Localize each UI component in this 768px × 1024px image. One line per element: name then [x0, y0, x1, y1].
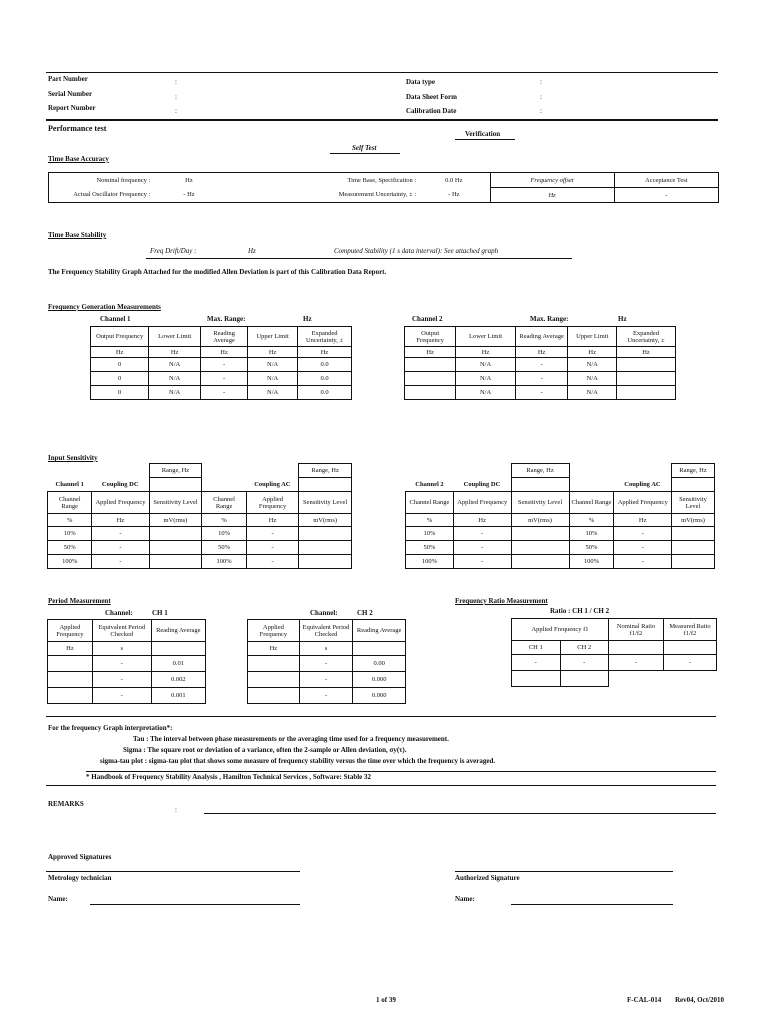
- table-cell: 0.0: [298, 358, 352, 372]
- table-cell: N/A: [568, 358, 617, 372]
- frequency-offset-unit: Hz: [490, 188, 614, 203]
- table-cell: -: [92, 555, 149, 569]
- name-label-left: Name:: [48, 895, 68, 903]
- table-cell: -: [200, 372, 247, 386]
- unit-cell: Hz: [200, 347, 247, 358]
- table-cell: 50%: [48, 541, 92, 555]
- empty-cell: [671, 478, 714, 492]
- unit-cell: mV(rms): [511, 514, 569, 527]
- unit-cell: Hz: [298, 347, 352, 358]
- unit-cell: [151, 642, 205, 656]
- calibration-date-label: Calibration Date: [406, 107, 457, 115]
- table-cell: [248, 656, 300, 672]
- table-cell: [248, 688, 300, 704]
- freq-gen-table-ch2: [404, 326, 676, 400]
- unit-cell: Hz: [453, 514, 511, 527]
- unit-cell: %: [406, 514, 454, 527]
- table-cell: -: [560, 655, 609, 671]
- remarks-label: REMARKS: [48, 800, 84, 808]
- applied-frequency-header: Applied Frequency: [614, 492, 672, 514]
- table-cell: 10%: [406, 527, 454, 541]
- self-test-label: Self Test: [352, 144, 377, 152]
- period-ch1-label: Channel:: [105, 609, 133, 617]
- unit-cell: mV(rms): [299, 514, 352, 527]
- expanded-uncertainty-header: Expanded Uncertainty, ±: [298, 327, 352, 347]
- empty-cell: [609, 641, 664, 655]
- table-cell: [299, 527, 352, 541]
- ch2-subheader: CH 2: [560, 641, 609, 655]
- nominal-frequency-label: Nominal frequency :: [49, 173, 153, 188]
- table-cell: 100%: [202, 555, 247, 569]
- table-cell: N/A: [456, 386, 516, 400]
- range-header: Range, Hz: [671, 464, 714, 478]
- ch2-max-range-unit: Hz: [618, 315, 627, 323]
- table-cell: -: [92, 541, 149, 555]
- unit-cell: Hz: [248, 642, 300, 656]
- table-cell: 0: [91, 372, 149, 386]
- period-table-ch1: [47, 619, 206, 704]
- empty-cell: [299, 478, 352, 492]
- empty-cell: [664, 641, 717, 655]
- output-frequency-header: Output Frequency: [91, 327, 149, 347]
- table-cell: 100%: [406, 555, 454, 569]
- actual-oscillator-unit: - Hz: [152, 188, 225, 203]
- unit-cell: Hz: [91, 347, 149, 358]
- channel-range-header: Channel Range: [406, 492, 454, 514]
- actual-oscillator-label: Actual Oscillator Frequency :: [49, 188, 153, 203]
- acceptance-test-value: -: [614, 188, 718, 203]
- ch1-subheader: CH 1: [512, 641, 561, 655]
- data-type-colon: :: [540, 78, 542, 86]
- graph-interpretation-title: For the frequency Graph interpretation*:: [48, 724, 173, 732]
- table-cell: 50%: [202, 541, 247, 555]
- serial-number-colon: :: [175, 93, 177, 101]
- applied-frequency-header: Applied Frequency: [246, 492, 298, 514]
- expanded-uncertainty-header: Expanded Uncertainty, ±: [616, 327, 675, 347]
- table-cell: -: [453, 527, 511, 541]
- table-cell: 0: [91, 358, 149, 372]
- reading-average-header: Reading Average: [515, 327, 568, 347]
- table-cell: [149, 541, 202, 555]
- frequency-generation-title: Frequency Generation Measurements: [48, 303, 161, 311]
- unit-cell: Hz: [456, 347, 516, 358]
- table-cell: 10%: [48, 527, 92, 541]
- equivalent-period-header: Equivalent Period Checked: [92, 620, 151, 642]
- authorized-signature-label: Authorized Signature: [455, 874, 520, 882]
- part-number-colon: :: [175, 78, 177, 86]
- computed-stability-text: Computed Stability (1 s data interval): See attached graph: [334, 247, 499, 255]
- unit-cell: Hz: [248, 347, 298, 358]
- table-cell: N/A: [248, 386, 298, 400]
- table-cell: N/A: [149, 372, 201, 386]
- table-cell: [405, 358, 456, 372]
- empty-cell: [512, 671, 561, 687]
- name-line-right: [511, 904, 673, 905]
- measurement-uncertainty-value: - Hz: [418, 188, 490, 203]
- data-sheet-form-label: Data Sheet Form: [406, 93, 457, 101]
- sigma-tau-definition: sigma-tau plot : sigma-tau plot that shows some measure of frequency stability versus the time over which the frequency is averaged.: [100, 757, 496, 765]
- table-cell: [511, 555, 569, 569]
- unit-cell: Hz: [48, 642, 93, 656]
- equivalent-period-header: Equivalent Period Checked: [299, 620, 353, 642]
- table-cell: 0.000: [353, 688, 406, 704]
- upper-limit-header: Upper Limit: [248, 327, 298, 347]
- signature-line: [455, 871, 673, 872]
- table-cell: N/A: [248, 372, 298, 386]
- part-number-label: Part Number: [48, 75, 88, 83]
- ch1-max-range-label: Max. Range:: [207, 315, 246, 323]
- table-cell: -: [246, 555, 298, 569]
- metrology-technician-label: Metrology technician: [48, 874, 112, 882]
- table-cell: 100%: [48, 555, 92, 569]
- frequency-offset-label: Frequency offset: [490, 173, 614, 188]
- report-number-colon: :: [175, 107, 177, 115]
- sigma-definition: Sigma : The square root or deviation of a variance, often the 2-sample or Allen deviation, σy(τ).: [123, 746, 407, 754]
- remarks-colon: :: [175, 806, 177, 814]
- unit-cell: Hz: [92, 514, 149, 527]
- sensitivity-level-header: Sensitivity Level: [149, 492, 202, 514]
- unit-cell: Hz: [616, 347, 675, 358]
- performance-test-title: Performance test: [48, 124, 107, 133]
- freq-drift-unit: Hz: [248, 247, 256, 255]
- input-sensitivity-table-ch2: [405, 463, 715, 569]
- freq-gen-table-ch1: [90, 326, 352, 400]
- data-sheet-form-colon: :: [540, 93, 542, 101]
- coupling-dc-label: Coupling DC: [463, 480, 501, 488]
- table-cell: 100%: [569, 555, 614, 569]
- table-cell: [248, 672, 300, 688]
- applied-frequency-header: Applied Frequency: [92, 492, 149, 514]
- channel-range-header: Channel Range: [48, 492, 92, 514]
- table-cell: N/A: [568, 386, 617, 400]
- table-cell: -: [614, 541, 672, 555]
- period-ch2-value: CH 2: [357, 609, 373, 617]
- unit-cell: mV(rms): [671, 514, 714, 527]
- table-cell: -: [200, 386, 247, 400]
- table-cell: [48, 656, 93, 672]
- range-header: Range, Hz: [149, 464, 202, 478]
- reading-average-header: Reading Average: [353, 620, 406, 642]
- page-number: 1 of 39: [376, 996, 396, 1004]
- table-cell: 0.002: [151, 672, 205, 688]
- table-cell: [405, 372, 456, 386]
- data-type-label: Data type: [406, 78, 435, 86]
- measurement-uncertainty-label: Measurement Uncertainty, ± :: [226, 188, 418, 203]
- lower-limit-header: Lower Limit: [456, 327, 516, 347]
- unit-cell: %: [569, 514, 614, 527]
- period-ch1-value: CH 1: [152, 609, 168, 617]
- empty-cell: [149, 478, 202, 492]
- signature-line: [46, 871, 300, 872]
- lower-limit-header: Lower Limit: [149, 327, 201, 347]
- table-cell: -: [200, 358, 247, 372]
- table-cell: -: [92, 672, 151, 688]
- unit-cell: s: [299, 642, 353, 656]
- period-table-ch2: [247, 619, 406, 704]
- table-cell: [671, 541, 714, 555]
- table-cell: [671, 555, 714, 569]
- empty-cell: [511, 478, 569, 492]
- table-cell: 0.01: [151, 656, 205, 672]
- channel-1-label: Channel 1: [55, 480, 84, 488]
- table-cell: N/A: [456, 372, 516, 386]
- acceptance-test-label: Acceptance Test: [614, 173, 718, 188]
- period-measurement-title: Period Measurement: [48, 597, 111, 605]
- unit-cell: Hz: [568, 347, 617, 358]
- serial-number-label: Serial Number: [48, 90, 93, 98]
- table-cell: [671, 527, 714, 541]
- table-cell: 50%: [569, 541, 614, 555]
- range-header: Range, Hz: [511, 464, 569, 478]
- table-cell: 0.001: [151, 688, 205, 704]
- table-cell: -: [92, 527, 149, 541]
- table-cell: [405, 386, 456, 400]
- table-cell: 10%: [569, 527, 614, 541]
- time-base-accuracy-title: Time Base Accuracy: [48, 155, 109, 163]
- unit-cell: Hz: [246, 514, 298, 527]
- table-cell: [616, 358, 675, 372]
- table-cell: 0.000: [353, 672, 406, 688]
- channel-1-label: Channel 1: [100, 315, 131, 323]
- time-base-stability-title: Time Base Stability: [48, 231, 107, 239]
- reading-average-header: Reading Average: [200, 327, 247, 347]
- name-label-right: Name:: [455, 895, 475, 903]
- tau-definition: Tau : The interval between phase measurements or the averaging time used for a frequency measurement.: [133, 735, 449, 743]
- table-cell: [299, 541, 352, 555]
- coupling-ac-label: Coupling AC: [624, 480, 661, 488]
- table-cell: 10%: [202, 527, 247, 541]
- channel-2-label: Channel 2: [412, 315, 443, 323]
- unit-cell: Hz: [149, 347, 201, 358]
- table-cell: 0: [91, 386, 149, 400]
- frequency-ratio-title: Frequency Ratio Measurement: [455, 597, 548, 605]
- table-cell: N/A: [248, 358, 298, 372]
- ch2-max-range-label: Max. Range:: [530, 315, 569, 323]
- table-cell: N/A: [456, 358, 516, 372]
- reading-average-header: Reading Average: [151, 620, 205, 642]
- unit-cell: Hz: [515, 347, 568, 358]
- table-cell: [149, 527, 202, 541]
- ratio-label: Ratio : CH 1 / CH 2: [550, 607, 610, 615]
- table-cell: [48, 672, 93, 688]
- table-cell: 0.0: [298, 386, 352, 400]
- table-cell: -: [664, 655, 717, 671]
- channel-range-header: Channel Range: [569, 492, 614, 514]
- table-cell: -: [515, 372, 568, 386]
- table-cell: [48, 688, 93, 704]
- table-cell: -: [299, 656, 353, 672]
- channel-range-header: Channel Range: [202, 492, 247, 514]
- output-frequency-header: Output Frequency: [405, 327, 456, 347]
- remarks-line: [204, 813, 716, 814]
- table-cell: [511, 541, 569, 555]
- applied-frequency-header: Applied Frequency: [248, 620, 300, 642]
- input-sensitivity-title: Input Sensitivity: [48, 454, 98, 462]
- table-cell: -: [609, 655, 664, 671]
- measured-ratio-header: Measured Ratio f1/f2: [664, 619, 717, 641]
- sensitivity-level-header: Sensitivity Level: [511, 492, 569, 514]
- unit-cell: mV(rms): [149, 514, 202, 527]
- applied-frequency-header: Applied Frequency: [48, 620, 93, 642]
- verification-label: Verification: [465, 130, 501, 138]
- time-base-accuracy-table: [48, 172, 719, 203]
- time-base-spec-label: Time Base, Specification :: [226, 173, 418, 188]
- period-ch2-label: Channel:: [310, 609, 338, 617]
- table-cell: N/A: [149, 358, 201, 372]
- table-cell: [299, 555, 352, 569]
- sensitivity-level-header: Sensitivity Level: [299, 492, 352, 514]
- unit-cell: s: [92, 642, 151, 656]
- table-cell: N/A: [568, 372, 617, 386]
- table-cell: -: [92, 688, 151, 704]
- table-cell: -: [614, 527, 672, 541]
- channel-2-label: Channel 2: [415, 480, 444, 488]
- nominal-ratio-header: Nominal Ratio f1/f2: [609, 619, 664, 641]
- table-cell: 50%: [406, 541, 454, 555]
- unit-cell: [353, 642, 406, 656]
- stability-graph-note: The Frequency Stability Graph Attached for the modified Allen Deviation is part of this Calibration Data Report.: [48, 268, 387, 276]
- input-sensitivity-table-ch1: [47, 463, 352, 569]
- table-cell: -: [512, 655, 561, 671]
- unit-cell: Hz: [405, 347, 456, 358]
- coupling-ac-label: Coupling AC: [254, 480, 291, 488]
- time-base-spec-value: 0.0 Hz: [418, 173, 490, 188]
- handbook-footnote: * Handbook of Frequency Stability Analysis , Hamilton Technical Services , Software: Stable 32: [86, 773, 372, 781]
- sensitivity-level-header: Sensitivity Level: [671, 492, 714, 514]
- applied-frequency-header: Applied Frequency f1: [512, 619, 609, 641]
- ch1-max-range-unit: Hz: [303, 315, 312, 323]
- approved-signatures-label: Approved Signatures: [48, 853, 112, 861]
- table-cell: -: [246, 541, 298, 555]
- table-cell: [616, 372, 675, 386]
- table-cell: 0.00: [353, 656, 406, 672]
- table-cell: -: [92, 656, 151, 672]
- table-cell: [149, 555, 202, 569]
- unit-cell: %: [202, 514, 247, 527]
- empty-cell: [560, 671, 609, 687]
- applied-frequency-header: Applied Frequency: [453, 492, 511, 514]
- table-cell: -: [515, 386, 568, 400]
- table-cell: -: [299, 688, 353, 704]
- unit-cell: Hz: [614, 514, 672, 527]
- table-cell: -: [453, 541, 511, 555]
- revision: Rev04, Oct/2010: [675, 996, 724, 1004]
- coupling-dc-label: Coupling DC: [101, 480, 139, 488]
- table-cell: -: [299, 672, 353, 688]
- table-cell: -: [246, 527, 298, 541]
- report-number-label: Report Number: [48, 104, 96, 112]
- table-cell: -: [453, 555, 511, 569]
- upper-limit-header: Upper Limit: [568, 327, 617, 347]
- form-number: F-CAL-014: [627, 996, 662, 1004]
- freq-drift-label: Freq Drift/Day :: [150, 247, 197, 255]
- table-cell: N/A: [149, 386, 201, 400]
- calibration-date-colon: :: [540, 107, 542, 115]
- table-cell: [511, 527, 569, 541]
- table-cell: [616, 386, 675, 400]
- frequency-ratio-table: [511, 618, 717, 687]
- table-cell: -: [515, 358, 568, 372]
- range-header: Range, Hz: [299, 464, 352, 478]
- table-cell: 0.0: [298, 372, 352, 386]
- unit-cell: %: [48, 514, 92, 527]
- name-line-left: [90, 904, 300, 905]
- nominal-frequency-unit: Hz: [152, 173, 225, 188]
- table-cell: -: [614, 555, 672, 569]
